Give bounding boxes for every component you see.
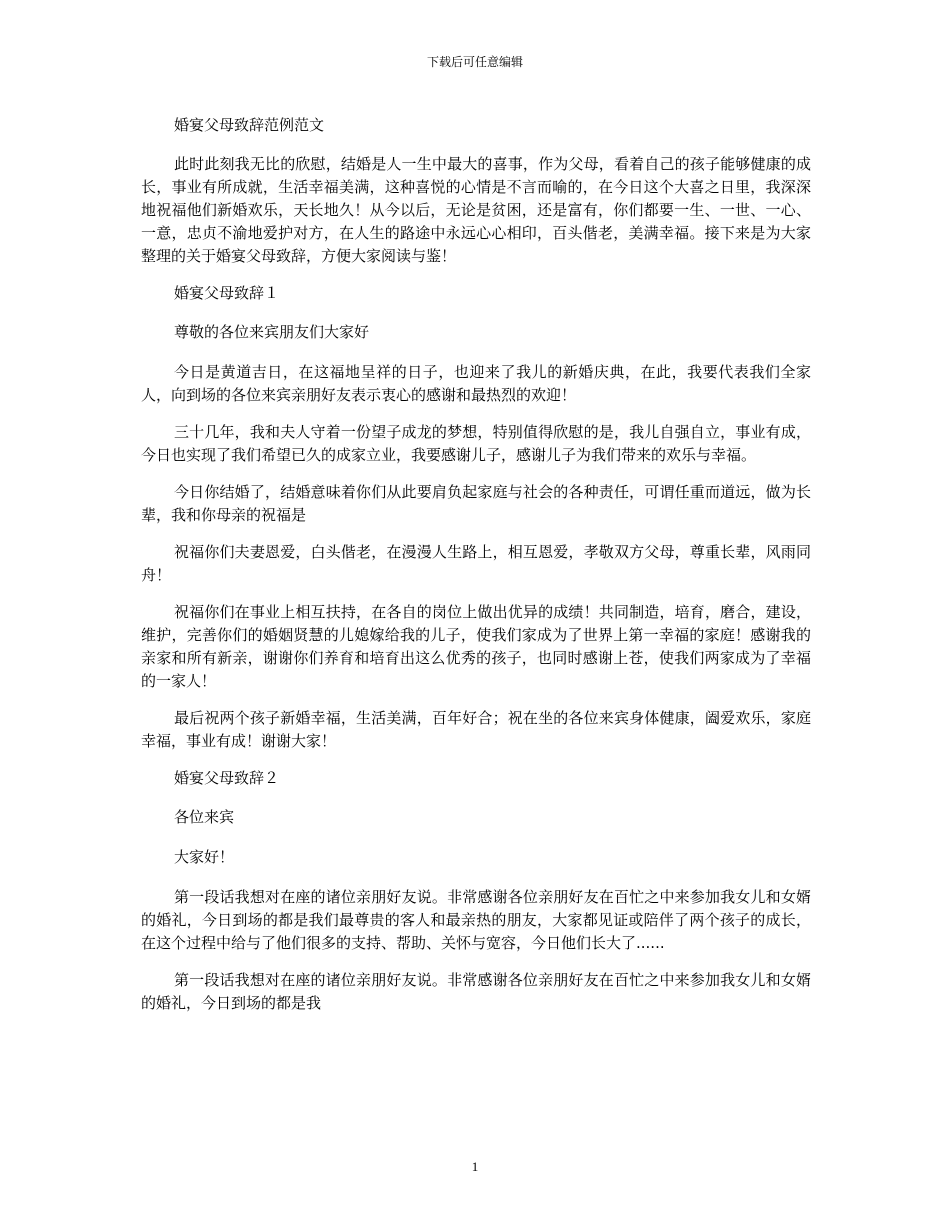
paragraph: 第一段话我想对在座的诸位亲朋好友说。非常感谢各位亲朋好友在百忙之中来参加我女儿和女婿的婚礼，今日到场的都是我 [141,971,811,1012]
paragraph: 今日你结婚了，结婚意味着你们从此要肩负起家庭与社会的各种责任，可谓任重而道远，做为长辈，我和你母亲的祝福是 [141,483,811,524]
page-header: 下载后可任意编辑 [426,55,523,69]
document-body [141,114,811,1029]
section-heading-1: 婚宴父母致辞１ [174,284,280,302]
paragraph-intro: 此时此刻我无比的欣慰，结婚是人一生中最大的喜事，作为父母，看着自己的孩子能够健康的成长，事业有所成就，生活幸福美满，这种喜悦的心情是不言而喻的，在今日这个大喜之日里，我深深地祝福他们新婚欢乐，天长地久！从今以后，无论是贫困，还是富有，你们都要一生、一世、一心、一意，忠贞不渝地爱护对方，在人生的路途中永远心心相印，百头偕老，美满幸福。接下来是为大家整理的关于婚宴父母致辞，方便大家阅读与鉴！ [141,155,811,265]
greeting-line: 尊敬的各位来宾朋友们大家好 [174,323,370,341]
document-title: 婚宴父母致辞范例范文 [174,116,325,134]
paragraph: 第一段话我想对在座的诸位亲朋好友说。非常感谢各位亲朋好友在百忙之中来参加我女儿和女婿的婚礼，今日到场的都是我们最尊贵的客人和最亲热的朋友，大家都见证或陪伴了两个孩子的成长，在这个过程中给与了他们很多的支持、帮助、关怀与宽容，今日他们长大了...... [141,888,811,952]
paragraph: 祝福你们夫妻恩爱，白头偕老，在漫漫人生路上，相互恩爱，孝敬双方父母，尊重长辈，风雨同舟！ [141,543,811,584]
greeting-line: 大家好！ [174,848,235,866]
paragraph: 今日是黄道吉日，在这福地呈祥的日子，也迎来了我儿的新婚庆典，在此，我要代表我们全家人，向到场的各位来宾亲朋好友表示衷心的感谢和最热烈的欢迎！ [141,363,811,404]
paragraph: 最后祝两个孩子新婚幸福，生活美满，百年好合；祝在坐的各位来宾身体健康，阖爱欢乐，家庭幸福，事业有成！谢谢大家！ [141,709,811,750]
page-number: 1 [471,1159,479,1174]
paragraph: 三十几年，我和夫人守着一份望子成龙的梦想，特别值得欣慰的是，我儿自强自立，事业有成，今日也实现了我们希望已久的成家立业，我要感谢儿子，感谢儿子为我们带来的欢乐与幸福。 [141,423,811,464]
section-heading-2: 婚宴父母致辞２ [174,769,280,787]
paragraph: 祝福你们在事业上相互扶持，在各自的岗位上做出优异的成绩！共同制造，培育，磨合，建设，维护，完善你们的婚姻贤慧的儿媳嫁给我的儿子，使我们家成为了世界上第一幸福的家庭！感谢我的亲家和所有新亲，谢谢你们养育和培育出这么优秀的孩子，也同时感谢上苍，使我们两家成为了幸福的一家人！ [141,603,811,690]
greeting-line: 各位来宾 [174,808,235,826]
